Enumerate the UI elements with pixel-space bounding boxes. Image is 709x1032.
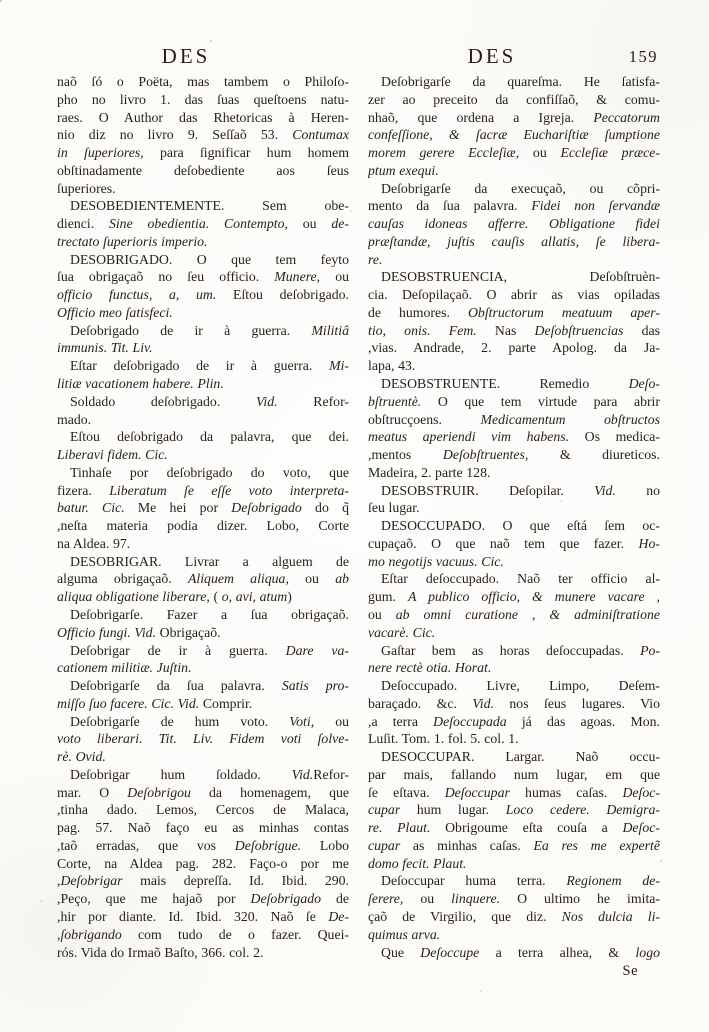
text-line [57, 428, 349, 446]
italic-text: Sine obedientia. Contempto, [108, 216, 288, 232]
text-line [368, 624, 660, 642]
text-line [368, 606, 660, 624]
italic-text: voto liberari. Tit. Liv. Fidem voti ſolve- [57, 731, 349, 747]
roman-text: ou [519, 145, 561, 161]
text-line [57, 162, 349, 180]
running-title-left: DES [161, 44, 211, 68]
italic-text: Vid. [255, 393, 278, 409]
text-line [57, 908, 349, 926]
text-line [368, 162, 660, 180]
roman-text: Deſobrigar hum ſoldado. [70, 766, 292, 782]
roman-text: Eſtou deſobrigado. [216, 287, 349, 303]
text-line [368, 944, 660, 962]
roman-text: da homenagem, que [190, 784, 349, 800]
italic-text: Officio meo ſatisfeci. [57, 304, 173, 320]
italic-text: cupar [368, 802, 401, 818]
roman-text: O ultimo he imita- [500, 891, 660, 907]
text-line [368, 553, 660, 571]
italic-text: Deſobſtruentes, [442, 447, 529, 463]
page-number: 159 [628, 47, 658, 66]
right-column [368, 73, 660, 961]
italic-text: linquere. [451, 891, 501, 907]
text-line [368, 570, 660, 588]
roman-text: Gaſtar bem as horas deſoccupadas. [381, 642, 641, 658]
text-line [368, 322, 660, 340]
text-line [57, 713, 349, 731]
italic-text: domo fecit. Plaut. [368, 855, 467, 871]
italic-text: logo [635, 944, 660, 960]
roman-text: ou [403, 891, 452, 907]
roman-text: ſe eſtava. [368, 784, 445, 800]
italic-text: Deſobrigado [231, 500, 302, 516]
roman-text: no [615, 482, 660, 498]
text-line [57, 837, 349, 855]
roman-text: mado. [57, 411, 92, 427]
text-line [57, 233, 349, 251]
italic-text: Satis pro- [281, 678, 349, 694]
italic-text: ab omni curatione , & adminiſtratione [395, 606, 660, 622]
text-line [57, 570, 349, 588]
roman-text: DESOCCUPADO. O que eſtá ſem oc- [381, 518, 660, 534]
italic-text: quimus arva. [368, 926, 441, 942]
roman-text: DESOBEDIENTEMENTE. Sem obe- [70, 198, 349, 214]
roman-text: ou [287, 216, 332, 232]
text-line [57, 499, 349, 517]
italic-text: Regionem de- [566, 873, 660, 889]
roman-text: Deſobrigarſe da execuçaõ, ou cõpri- [381, 180, 660, 196]
roman-text: Eſtar deſobrigado de ir à guerra. [70, 358, 330, 374]
running-title-right-text: DES [467, 44, 517, 68]
italic-text: Deſo- [628, 376, 660, 392]
roman-text: obſtrucçoens. [368, 411, 481, 427]
roman-text: já das agoas. Mon. [506, 713, 660, 729]
roman-text: obſtinadamente deſobediente aos ſeus [57, 162, 349, 178]
text-line [57, 517, 349, 535]
text-line [368, 766, 660, 784]
roman-text: Deſoccupar huma terra. [381, 873, 567, 889]
roman-text: nhaõ, que ordena a Igreja. [368, 109, 594, 125]
roman-text: Refor- [313, 766, 349, 782]
roman-text: par mais, fallando num lugar, em que [368, 766, 660, 782]
text-line [57, 197, 349, 215]
roman-text: ou [320, 269, 349, 285]
text-line [368, 268, 660, 286]
roman-text: humas caſas. [509, 784, 623, 800]
italic-text: Peccatorum [593, 109, 660, 125]
text-line [57, 642, 349, 660]
text-line [57, 357, 349, 375]
text-line [368, 464, 660, 482]
text-line [57, 819, 349, 837]
italic-text: Obſtructorum meatuum aper- [467, 304, 660, 320]
text-line [368, 91, 660, 109]
italic-text: Deſobrigou [127, 784, 191, 800]
italic-text: batur. Cic. [57, 500, 125, 516]
text-line [368, 233, 660, 251]
text-line [368, 393, 660, 411]
roman-text: Tinhaſe por deſobrigado do voto, que [70, 464, 349, 480]
text-line [57, 91, 349, 109]
text-line [57, 872, 349, 890]
roman-text: Eſtar deſoccupado. Naõ ter officio al- [381, 571, 660, 587]
roman-text: ou [288, 571, 336, 587]
roman-text: das [623, 322, 660, 338]
italic-text: Vid. [291, 766, 314, 782]
roman-text: cupaçaõ. O que naõ tem que fazer. [368, 535, 639, 551]
text-line [57, 268, 349, 286]
roman-text: ,vias. Andrade, 2. parte Apolog. da Ja- [368, 340, 660, 356]
text-line [368, 411, 660, 429]
roman-text: Deſobrigarſe. Fazer a ſua obrigaçaõ. [70, 606, 349, 622]
text-line [368, 855, 660, 873]
text-line [57, 126, 349, 144]
italic-text: in ſuperiores, [57, 145, 144, 161]
roman-text: ſuperiores. [57, 180, 116, 196]
roman-text: alguma obrigaçaõ. [57, 571, 188, 587]
roman-text: de humores. [368, 304, 468, 320]
text-line [368, 801, 660, 819]
paper-specks [0, 0, 2, 2]
roman-text: Que [381, 944, 421, 960]
italic-text: Mi- [329, 358, 349, 374]
text-line [368, 126, 660, 144]
text-line [57, 784, 349, 802]
roman-text: nio diz no livro 9. Seſſaõ 53. [57, 127, 293, 143]
text-line [368, 642, 660, 660]
text-line [368, 109, 660, 127]
italic-text: Munere, [274, 269, 321, 285]
text-line [57, 748, 349, 766]
text-line [57, 588, 349, 606]
roman-text: mar. O [57, 784, 128, 800]
italic-text: Medicamentum obſtructos [480, 411, 660, 427]
text-line [368, 695, 660, 713]
text-line [57, 553, 349, 571]
text-line [368, 784, 660, 802]
text-line [368, 286, 660, 304]
italic-text: Liberatum ſe eſſe voto interpreta- [109, 482, 349, 498]
italic-text: Po- [640, 642, 660, 658]
italic-text: immunis. Tit. Liv. [57, 340, 153, 356]
roman-text: DESOCCUPAR. Largar. Naõ occu- [381, 749, 660, 765]
text-line [57, 109, 349, 127]
roman-text: Comprir. [199, 695, 253, 711]
roman-text: Corte, na Aldea pag. 282. Faço-o por me [57, 855, 349, 871]
text-line [368, 908, 660, 926]
italic-text: Dare va- [285, 642, 349, 658]
italic-text: præſtandæ, juſtis cauſis allatis, ſe libera- [368, 233, 660, 249]
text-line [57, 411, 349, 429]
text-line [57, 801, 349, 819]
italic-text: Deſoc- [622, 820, 660, 836]
roman-text: Deſobrigarſe de hum voto. [70, 713, 290, 729]
text-line [368, 748, 660, 766]
italic-text: bſtruentè. [368, 393, 422, 409]
text-line [368, 588, 660, 606]
roman-text: ,tinha dado. Lemos, Cercos de Malaca, [57, 802, 349, 818]
roman-text: dienci. [57, 216, 109, 232]
text-line [57, 624, 349, 642]
roman-text: Soldado deſobrigado. [70, 393, 256, 409]
italic-text: Loco cedere. Demigra- [505, 802, 660, 818]
text-line [368, 428, 660, 446]
roman-text: DESOBSTRUIR. Deſopilar. [381, 482, 595, 498]
text-line [368, 215, 660, 233]
text-line [368, 357, 660, 375]
text-line [57, 251, 349, 269]
roman-text: com tudo de o fazer. Quei- [121, 926, 349, 942]
text-line [57, 446, 349, 464]
text-line [57, 766, 349, 784]
roman-text: para ſignificar hum homem [143, 145, 349, 161]
roman-text: Luſit. Tom. 1. fol. 5. col. 1. [368, 731, 519, 747]
roman-text: ſeu lugar. [368, 500, 420, 516]
roman-text: ou [314, 713, 349, 729]
roman-text: nos ſeus lugares. Vio [493, 695, 660, 711]
roman-text: DESOBSTRUENTE. Remedio [381, 376, 629, 392]
roman-text: naõ ſó o Poëta, mas tambem o Philoſo- [57, 74, 349, 89]
roman-text: Deſobrigarſe da quareſma. He ſatisfa- [381, 74, 660, 89]
catchword: Se [622, 963, 638, 979]
roman-text: , [57, 873, 61, 889]
italic-text: Ho- [638, 535, 660, 551]
roman-text: ,Peço, que me hajaõ por [57, 891, 251, 907]
roman-text: na Aldea. 97. [57, 535, 131, 551]
roman-text: , [57, 926, 61, 942]
text-line [57, 180, 349, 198]
text-line [57, 482, 349, 500]
italic-text: tio, onis. Fem. [368, 322, 477, 338]
italic-text: Officio fungi. Vid. [57, 624, 157, 640]
roman-text: zer ao preceito da confiſſaõ, & comu- [368, 91, 660, 107]
text-line [368, 535, 660, 553]
roman-text: raes. O Author das Rhetoricas à Heren- [57, 109, 349, 125]
roman-text: mais depreſſa. Id. Ibid. 290. [122, 873, 349, 889]
text-line [368, 677, 660, 695]
italic-text: meatus aperiendi vim habens. [368, 429, 570, 445]
roman-text: Eſtou deſobrigado da palavra, que dei. [70, 429, 349, 445]
italic-text: Deſoc- [622, 784, 660, 800]
roman-text: rós. Vida do Irmaõ Baſto, 366. col. 2. [57, 944, 264, 960]
text-line [57, 926, 349, 944]
roman-text: Deſobrigar de ir à guerra. [70, 642, 286, 658]
italic-text: De- [328, 908, 349, 924]
roman-text: pag. 57. Naõ faço eu as minhas contas [57, 820, 349, 836]
text-line [57, 464, 349, 482]
text-line [368, 180, 660, 198]
roman-text: Nas [476, 322, 535, 338]
italic-text: Nos dulcia li- [561, 908, 660, 924]
text-line [57, 393, 349, 411]
text-line [57, 606, 349, 624]
text-line [57, 215, 349, 233]
roman-text: ou [368, 606, 396, 622]
text-line [368, 713, 660, 731]
italic-text: Deſoccupe [420, 944, 480, 960]
italic-text: Vid. [472, 695, 494, 711]
italic-text: Ea res me expertẽ [533, 837, 660, 853]
roman-text: Lobo [301, 837, 349, 853]
italic-text: de- [331, 216, 349, 232]
text-line [368, 499, 660, 517]
text-line [57, 73, 349, 91]
text-line [368, 819, 660, 837]
roman-text: ſua obrigaçaõ no ſeu officio. [57, 269, 275, 285]
text-line [57, 730, 349, 748]
italic-text: Deſoccupar [444, 784, 510, 800]
italic-text: Deſobſtruencias [534, 322, 624, 338]
text-line [368, 517, 660, 535]
text-line [57, 890, 349, 908]
italic-text: re. Plaut. [368, 820, 431, 836]
roman-text: ( [209, 589, 222, 605]
italic-text: officio functus, a, um. [57, 287, 217, 303]
text-line [368, 837, 660, 855]
text-line [368, 304, 660, 322]
roman-text: ,neſta materia podia dizer. Lobo, Corte [57, 518, 349, 534]
roman-text: a terra alhea, & [479, 944, 636, 960]
roman-text: Deſoccupado. Livre, Limpo, Deſem- [381, 678, 660, 694]
italic-text: ſerere, [368, 891, 404, 907]
italic-text: trectato ſuperioris imperio. [57, 233, 208, 249]
italic-text: ſobrigando [60, 926, 122, 942]
text-line [368, 197, 660, 215]
italic-text: nere rectè otia. Horat. [368, 660, 492, 676]
italic-text: ab [335, 571, 349, 587]
text-line [57, 304, 349, 322]
text-line [368, 144, 660, 162]
italic-text: confeſſione, & ſacræ Euchariſtiæ ſumptione [368, 127, 660, 143]
italic-text: ptum exequi. [368, 162, 439, 178]
text-line [57, 322, 349, 340]
italic-text: Deſobrigar [60, 873, 123, 889]
roman-text: Me hei por [124, 500, 232, 516]
text-line [368, 730, 660, 748]
roman-text: DESOBRIGAR. Livrar a alguem de [70, 553, 349, 569]
text-line [57, 535, 349, 553]
italic-text: Contumax [292, 127, 349, 143]
roman-text: ) [287, 589, 292, 605]
roman-text: de [321, 891, 349, 907]
roman-text: Madeira, 2. parte 128. [368, 464, 491, 480]
roman-text: hum lugar. [400, 802, 506, 818]
text-line [368, 890, 660, 908]
text-line [57, 286, 349, 304]
roman-text: DESOBSTRUENCIA, Deſobſtruèn- [381, 269, 660, 285]
roman-text: cia. Deſopilaçaõ. O abrir as vias opiladas [368, 287, 660, 303]
roman-text: DESOBRIGADO. O que tem feyto [70, 251, 349, 267]
text-line [57, 339, 349, 357]
italic-text: mo negotijs vacuus. Cic. [368, 553, 504, 569]
italic-text: cupar [368, 837, 401, 853]
text-line [57, 375, 349, 393]
roman-text: Deſobrigado de ir à guerra. [70, 322, 312, 338]
text-line [368, 482, 660, 500]
roman-text: do q̃ [301, 500, 349, 516]
italic-text: aliqua obligatione liberare, [57, 589, 210, 605]
italic-text: Fidei non ſervandæ [531, 198, 660, 214]
roman-text: Obrigaçaõ. [156, 624, 221, 640]
italic-text: Militiâ [311, 322, 349, 338]
text-line [368, 926, 660, 944]
roman-text: fizera. [57, 482, 110, 498]
roman-text: çaõ de Virgilio, que diz. [368, 908, 562, 924]
text-line [368, 73, 660, 91]
italic-text: morem gerere Eccleſiæ, [368, 145, 520, 161]
running-title-right [368, 44, 660, 69]
text-line [57, 144, 349, 162]
italic-text: Liberavi fidem. Cic. [57, 447, 168, 463]
roman-text: ,mentos [368, 447, 443, 463]
italic-text: Voti, [289, 713, 315, 729]
text-line [57, 944, 349, 962]
text-line [57, 695, 349, 713]
roman-text: gum. [368, 589, 408, 605]
italic-text: Deſobrigue. [234, 837, 302, 853]
italic-text: Deſobrigado [250, 891, 322, 907]
roman-text: ,a terra [368, 713, 434, 729]
roman-text: as minhas caſas. [400, 837, 534, 853]
text-line [368, 339, 660, 357]
italic-text: o, avi, atum [221, 589, 288, 605]
text-line [368, 659, 660, 677]
roman-text: lapa, 43. [368, 358, 416, 374]
text-line [368, 446, 660, 464]
roman-text: O que tem virtude para abrir [421, 393, 660, 409]
left-column [57, 73, 349, 961]
italic-text: litiæ vacationem habere. Plin. [57, 376, 224, 392]
italic-text: cauſas idoneas afferre. Obligatione fidei [368, 216, 660, 232]
text-line [57, 855, 349, 873]
roman-text: ,taõ erradas, que vos [57, 837, 235, 853]
roman-text: Refor- [277, 393, 349, 409]
roman-text: baraçado. &c. [368, 695, 473, 711]
text-line [368, 872, 660, 890]
italic-text: rè. Ovid. [57, 749, 106, 765]
roman-text: pho no livro 1. das ſuas queſtoens natu- [57, 91, 349, 107]
roman-text: mento da ſua palavra. [368, 198, 532, 214]
italic-text: A publico officio, & munere vacare , [407, 589, 660, 605]
italic-text: Deſoccupada [433, 713, 507, 729]
text-line [57, 677, 349, 695]
roman-text: Deſobrigarſe da ſua palavra. [70, 678, 282, 694]
text-line [368, 375, 660, 393]
italic-text: cationem militiæ. Juſtin. [57, 660, 192, 676]
roman-text: ,hir por diante. Id. Ibid. 320. Naõ ſe [57, 908, 329, 924]
text-line [57, 659, 349, 677]
roman-text: & diureticos. [528, 447, 660, 463]
italic-text: Vid. [594, 482, 616, 498]
italic-text: vacarè. Cic. [368, 624, 436, 640]
italic-text: Aliquem aliqua, [187, 571, 289, 587]
text-line [368, 251, 660, 269]
roman-text: Obrigoume eſta couſa a [430, 820, 623, 836]
italic-text: Eccleſiæ præce- [560, 145, 660, 161]
italic-text: miſſo ſuo facere. Cic. Vid. [57, 695, 200, 711]
roman-text: Os medica- [569, 429, 660, 445]
italic-text: re. [368, 251, 383, 267]
